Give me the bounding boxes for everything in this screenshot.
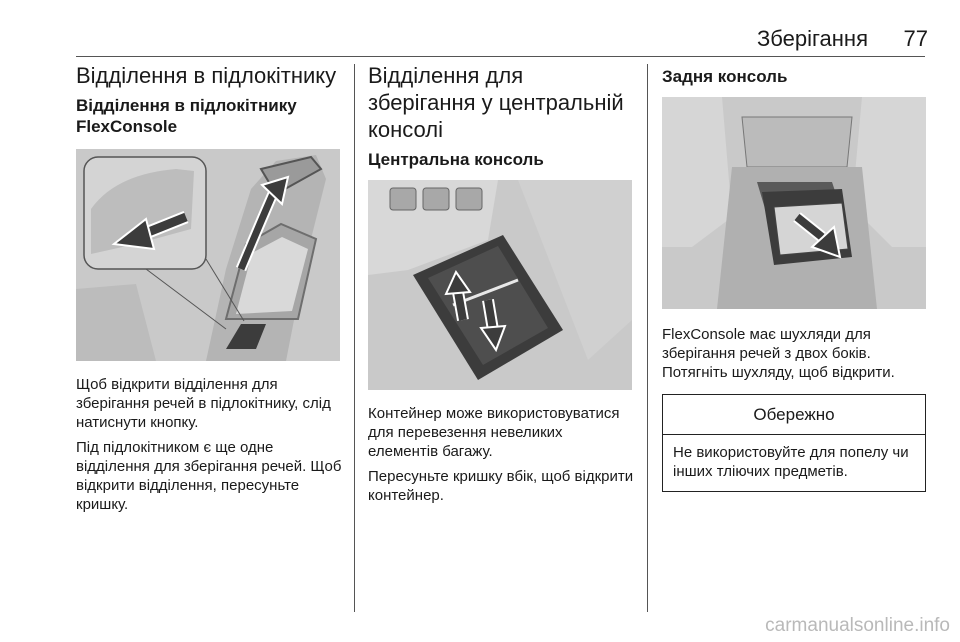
watermark: carmanualsonline.info xyxy=(765,615,950,636)
column-rear-console xyxy=(662,62,926,492)
section-heading-rear-console: Задня консоль xyxy=(662,67,788,86)
header-rule xyxy=(76,56,925,57)
column-armrest xyxy=(76,62,344,514)
center-console-illustration xyxy=(368,180,632,390)
page-header-title: Зберігання xyxy=(757,26,868,51)
paragraph-flexconsole-drawers: FlexConsole має шухляди для зберігання речей з двох боків. Потягніть шухляду, щоб відкрити. xyxy=(662,326,895,381)
column-divider-1 xyxy=(354,64,355,612)
column-divider-2 xyxy=(647,64,648,612)
warning-text: Не використовуйте для попелу чи інших тліючих предметів. xyxy=(673,444,909,480)
section-heading-armrest: Відділення в підлокітнику xyxy=(76,63,337,88)
page-number: 77 xyxy=(903,26,928,51)
paragraph-slide-cover: Пересуньте кришку вбік, щоб відкрити контейнер. xyxy=(368,468,634,504)
section-heading-center-console: Відділення для зберігання у центральній консолі xyxy=(368,63,624,142)
paragraph-under-armrest: Під підлокітником є ще одне відділення для зберігання речей. Щоб відкрити відділення, пересуньте кришку. xyxy=(76,439,342,513)
paragraph-open-armrest: Щоб відкрити відділення для зберігання речей в підлокітнику, слід натиснути кнопку. xyxy=(76,376,331,431)
warning-box xyxy=(662,394,926,492)
subheading-center-console: Центральна консоль xyxy=(368,150,544,169)
paragraph-container-use: Контейнер може використовуватися для перевезення невеликих елементів багажу. xyxy=(368,405,620,460)
armrest-illustration xyxy=(76,149,340,361)
rear-console-illustration xyxy=(662,97,926,309)
column-center-console xyxy=(368,62,636,505)
subheading-flexconsole: Відділення в підлокітнику FlexConsole xyxy=(76,96,297,136)
warning-title: Обережно xyxy=(663,395,925,435)
